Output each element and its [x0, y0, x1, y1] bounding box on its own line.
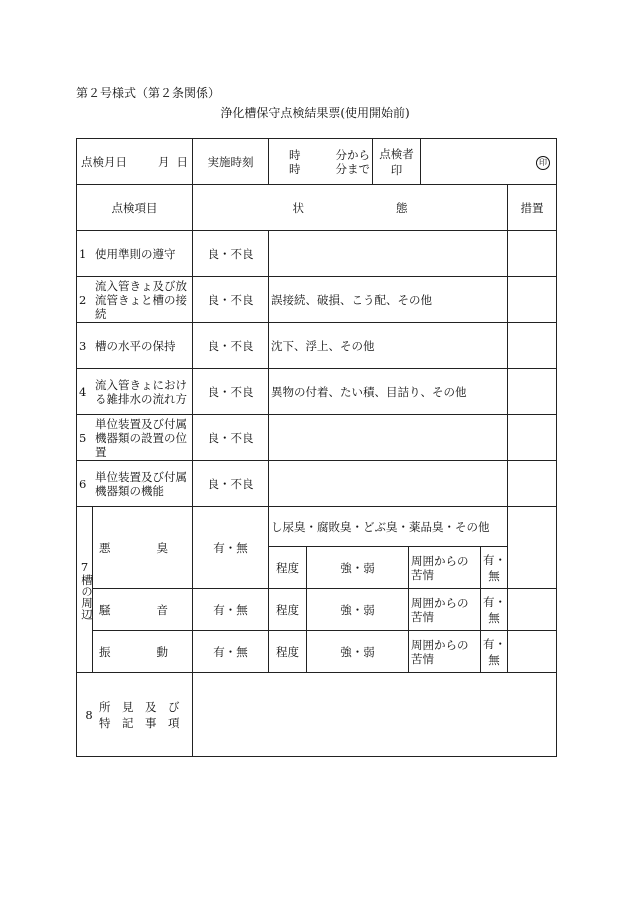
remarks-label-cell — [77, 673, 193, 757]
item-cell: 4 流入管きょにおける雑排水の流れ方 — [77, 369, 193, 415]
surroundings-num: 7 — [80, 559, 89, 574]
rating-cell[interactable]: 良・不良 — [193, 231, 269, 277]
odor-measure-cell[interactable] — [508, 507, 557, 589]
noise-measure-cell[interactable] — [508, 589, 557, 631]
detail-cell[interactable] — [269, 415, 508, 461]
surroundings-label-cell — [77, 507, 93, 673]
measure-cell[interactable] — [508, 415, 557, 461]
time-to-min: 分まで — [335, 161, 370, 176]
odor-degree[interactable]: 強・弱 — [307, 547, 409, 589]
noise-degree[interactable]: 強・弱 — [307, 589, 409, 631]
item-cell: 1 使用準則の遵守 — [77, 231, 193, 277]
odor-presence[interactable]: 有・無 — [193, 507, 269, 589]
noise-row — [77, 589, 557, 631]
column-header-row — [77, 185, 557, 231]
noise-label: 騒 音 — [93, 589, 193, 631]
date-cell[interactable] — [77, 139, 193, 185]
time-from-hour: 時 — [289, 147, 301, 162]
header-info-row — [77, 139, 557, 185]
vibration-label: 振 動 — [93, 631, 193, 673]
vibration-presence[interactable]: 有・無 — [193, 631, 269, 673]
measure-cell[interactable] — [508, 369, 557, 415]
noise-presence[interactable]: 有・無 — [193, 589, 269, 631]
seal-cell[interactable] — [421, 139, 557, 185]
remarks-row — [77, 673, 557, 757]
inspector-seal-label: 点検者印 — [373, 139, 421, 185]
remarks-num: 8 — [85, 707, 93, 722]
measure-cell[interactable] — [508, 323, 557, 369]
odor-types-row — [77, 507, 557, 547]
vibration-degree[interactable]: 強・弱 — [307, 631, 409, 673]
detail-cell[interactable]: 沈下、浮上、その他 — [269, 323, 508, 369]
item-cell: 2 流入管きょ及び放流管きょと槽の接続 — [77, 277, 193, 323]
remarks-line2: 特 記 事 項 — [99, 715, 180, 730]
seal-icon: 印 — [536, 156, 550, 170]
noise-complaint-label: 周囲からの苦情 — [409, 589, 481, 631]
table-row — [77, 369, 557, 415]
detail-cell[interactable] — [269, 461, 508, 507]
form-number: 第２号様式（第２条関係） — [76, 86, 221, 100]
table-row — [77, 461, 557, 507]
rating-cell[interactable]: 良・不良 — [193, 461, 269, 507]
header-measure: 措置 — [508, 185, 557, 231]
time-range-cell[interactable] — [269, 139, 373, 185]
item-cell: 3 槽の水平の保持 — [77, 323, 193, 369]
table-row — [77, 231, 557, 277]
rating-cell[interactable]: 良・不良 — [193, 277, 269, 323]
inspection-form-table — [76, 138, 557, 757]
odor-types[interactable]: し尿臭・腐敗臭・どぶ臭・薬品臭・その他 — [269, 507, 508, 547]
odor-degree-label: 程度 — [269, 547, 307, 589]
vibration-degree-label: 程度 — [269, 631, 307, 673]
rating-cell[interactable]: 良・不良 — [193, 323, 269, 369]
vibration-complaint-label: 周囲からの苦情 — [409, 631, 481, 673]
measure-cell[interactable] — [508, 461, 557, 507]
vibration-row — [77, 631, 557, 673]
measure-cell[interactable] — [508, 277, 557, 323]
noise-degree-label: 程度 — [269, 589, 307, 631]
time-from-min: 分から — [335, 147, 370, 162]
measure-cell[interactable] — [508, 231, 557, 277]
rating-cell[interactable]: 良・不良 — [193, 369, 269, 415]
month-label: 月 — [158, 154, 170, 169]
table-row — [77, 323, 557, 369]
implementation-time-label: 実施時刻 — [193, 139, 269, 185]
inspection-date-label: 点検月日 — [81, 154, 127, 169]
table-row — [77, 415, 557, 461]
odor-complaint-label: 周囲からの苦情 — [409, 547, 481, 589]
detail-cell[interactable] — [269, 231, 508, 277]
noise-complaint[interactable]: 有・無 — [481, 589, 508, 631]
day-label: 日 — [176, 154, 188, 169]
header-item: 点検項目 — [77, 185, 193, 231]
table-row — [77, 277, 557, 323]
odor-label: 悪 臭 — [93, 507, 193, 589]
vibration-measure-cell[interactable] — [508, 631, 557, 673]
header-state: 状 態 — [193, 185, 508, 231]
surroundings-label: 槽の周辺 — [80, 573, 94, 620]
remarks-input[interactable] — [193, 673, 557, 757]
item-cell: 5 単位装置及び付属機器類の設置の位置 — [77, 415, 193, 461]
rating-cell[interactable]: 良・不良 — [193, 415, 269, 461]
vibration-complaint[interactable]: 有・無 — [481, 631, 508, 673]
detail-cell[interactable]: 誤接続、破損、こう配、その他 — [269, 277, 508, 323]
detail-cell[interactable]: 異物の付着、たい積、目詰り、その他 — [269, 369, 508, 415]
remarks-line1: 所 見 及 び — [99, 699, 180, 714]
form-title: 浄化槽保守点検結果票(使用開始前) — [220, 106, 410, 120]
odor-complaint[interactable]: 有・無 — [481, 547, 508, 589]
item-cell: 6 単位装置及び付属機器類の機能 — [77, 461, 193, 507]
time-to-hour: 時 — [289, 161, 301, 176]
